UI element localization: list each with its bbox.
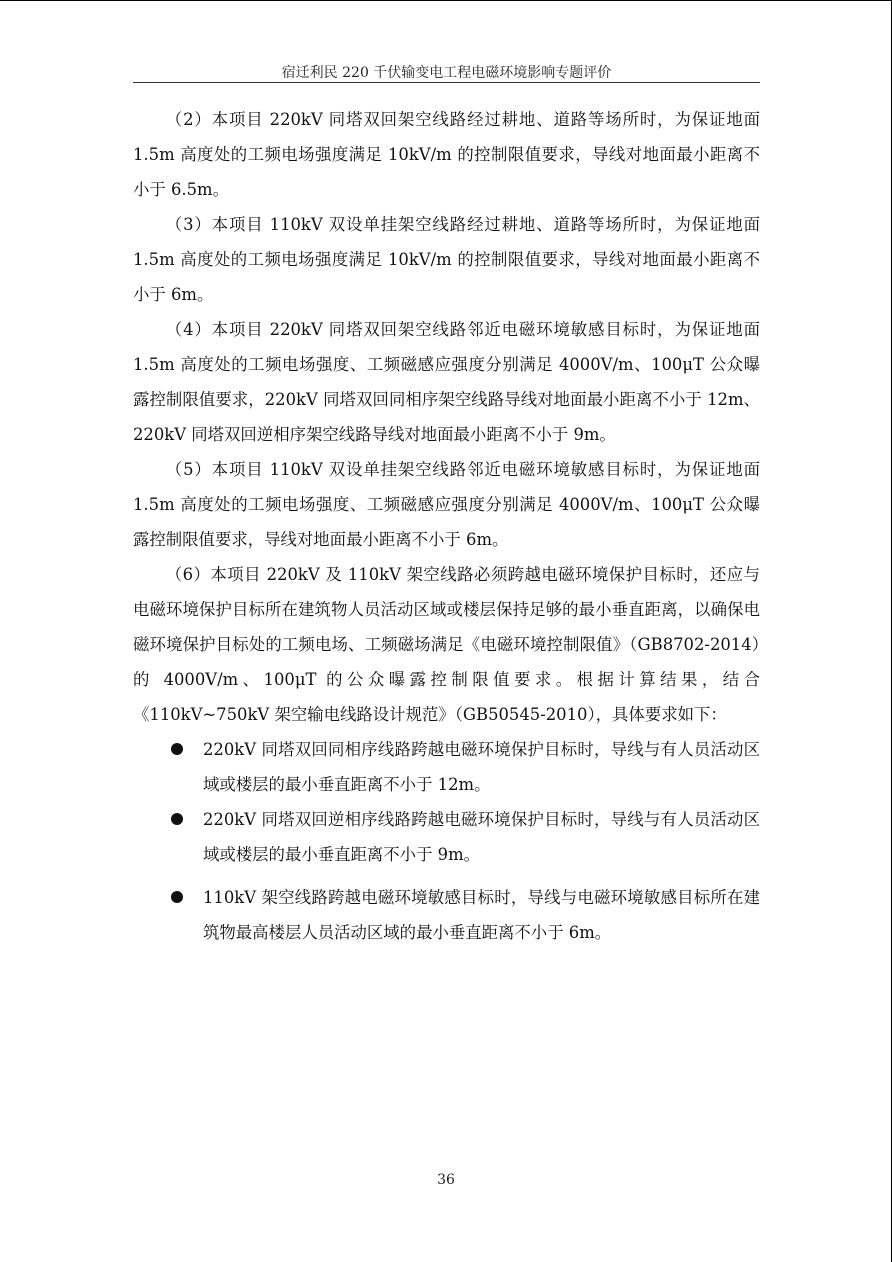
paragraph-5: （5）本项目 110kV 双设单挂架空线路邻近电磁环境敏感目标时，为保证地面 1.5m 高度处的工频电场强度、工频磁感应强度分别满足 4000V/m、100μT 公众曝露控制限值要求，导线对地面最小距离不小于 6m。 [133,460,760,549]
page-number: 36 [437,1172,455,1188]
requirements-list [133,732,760,950]
page-frame-top [0,0,892,1]
list-item [133,732,760,802]
paragraph-6: （6）本项目 220kV 及 110kV 架空线路必须跨越电磁环境保护目标时，还应与电磁环境保护目标所在建筑物人员活动区域或楼层保持足够的最小垂直距离，以确保电磁环境保护目标处的工频电场、工频磁场满足《电磁环境控制限值》（GB8702-2014）的 4000V/m、100μT 的公众曝露控制限值要求。根据计算结果，结合《110kV~750kV 架空输电线路设计规范》（GB50545-2010），具体要求如下： [133,565,760,724]
list-item [133,802,760,872]
list-item-text: 220kV 同塔双回同相序线路跨越电磁环境保护目标时，导线与有人员活动区域或楼层的最小垂直距离不小于 12m。 [203,740,760,794]
paragraph-3: （3）本项目 110kV 双设单挂架空线路经过耕地、道路等场所时，为保证地面 1.5m 高度处的工频电场强度满足 10kV/m 的控制限值要求，导线对地面最小距离不小于 6m。 [133,215,760,304]
bullet-icon [171,891,183,903]
body-content [133,102,760,950]
running-header: 宿迁利民 220 千伏输变电工程电磁环境影响专题评价 [281,65,612,81]
bullet-icon [171,743,183,755]
bullet-icon [171,813,183,825]
list-item-text: 220kV 同塔双回逆相序线路跨越电磁环境保护目标时，导线与有人员活动区域或楼层的最小垂直距离不小于 9m。 [203,810,760,864]
list-item-text: 110kV 架空线路跨越电磁环境敏感目标时，导线与电磁环境敏感目标所在建筑物最高楼层人员活动区域的最小垂直距离不小于 6m。 [203,888,760,942]
header-rule [133,82,760,83]
paragraph-4: （4）本项目 220kV 同塔双回架空线路邻近电磁环境敏感目标时，为保证地面 1.5m 高度处的工频电场强度、工频磁感应强度分别满足 4000V/m、100μT 公众曝露控制限值要求，220kV 同塔双回同相序架空线路导线对地面最小距离不小于 12m、220kV 同塔双回逆相序架空线路导线对地面最小距离不小于 9m。 [133,320,760,444]
list-item [133,880,760,950]
paragraph-2: （2）本项目 220kV 同塔双回架空线路经过耕地、道路等场所时，为保证地面 1.5m 高度处的工频电场强度满足 10kV/m 的控制限值要求，导线对地面最小距离不小于 6.5m。 [133,110,760,199]
